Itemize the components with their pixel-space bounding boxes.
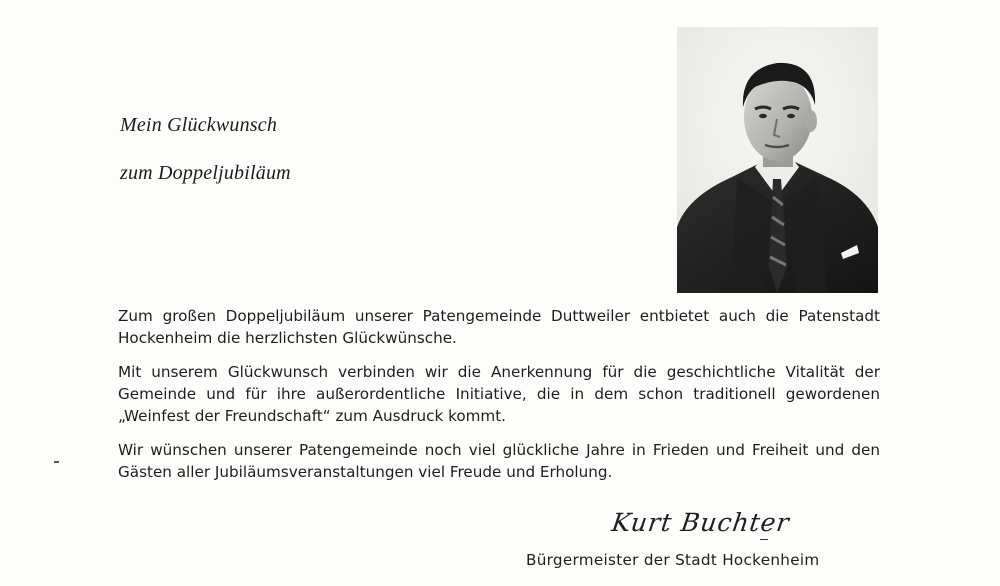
portrait-photo <box>677 27 878 293</box>
paragraph-3: Wir wünschen unserer Patengemeinde noch viel glückliche Jahre in Frieden und Freiheit und den Gästen aller Jubiläumsveranstaltungen viel Freude und Erholung. <box>118 441 880 481</box>
signatory-title: Bürgermeister der Stadt Hockenheim <box>526 551 820 569</box>
margin-mark <box>54 461 59 463</box>
signature-flourish <box>760 539 768 540</box>
paragraph-1: Zum großen Doppeljubiläum unserer Patengemeinde Duttweiler entbietet auch die Patenstadt Hockenheim die herzlichsten Glückwünsche. <box>118 307 880 347</box>
handwritten-signature: Kurt Buchter <box>609 508 792 537</box>
paragraph-2: Mit unserem Glückwunsch verbinden wir die Anerkennung für die geschichtliche Vitalität der Gemeinde und für ihre außerordentliche Initiative, die in dem schon traditionell gewordenen „Weinfest der Freundschaft“ zum Ausdruck kommt. <box>118 363 880 425</box>
letter-body <box>118 305 880 483</box>
heading-line-2: zum Doppeljubiläum <box>120 162 291 184</box>
heading-line-1: Mein Glückwunsch <box>120 114 278 136</box>
